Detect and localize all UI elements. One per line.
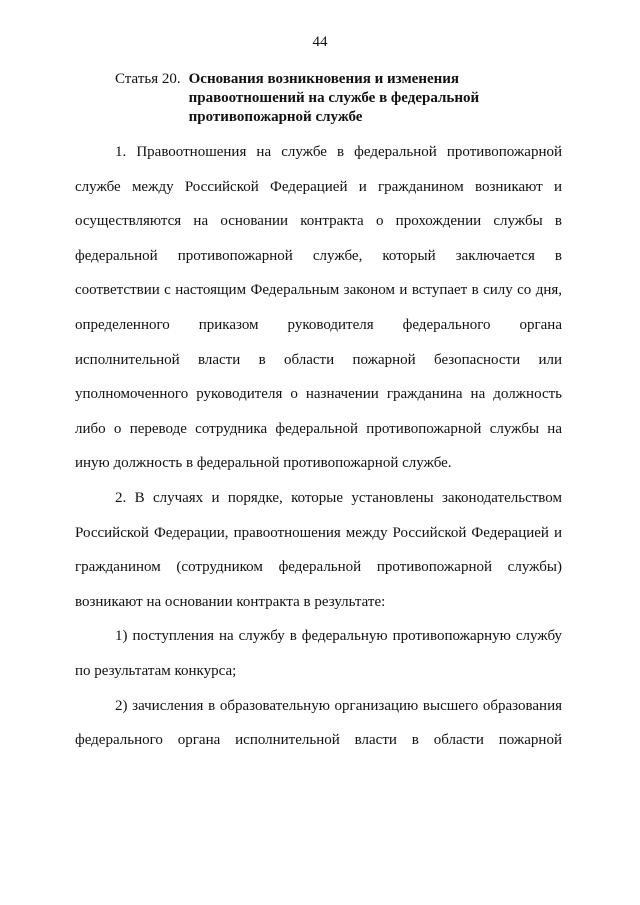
text-line: осуществляются на основании контракта о прохождении службы в <box>75 213 562 230</box>
text-line: исполнительной власти в области пожарной безопасности или <box>75 351 562 368</box>
text-line: иную должность в федеральной противопожарной службе. <box>75 455 452 472</box>
article-title <box>189 70 480 127</box>
article-label: Статья 20. <box>115 71 181 87</box>
text-line: 2) зачисления в образовательную организацию высшего образования <box>115 697 562 714</box>
body-text <box>75 141 562 764</box>
text-line: службе между Российской Федерацией и гражданином возникают и <box>75 178 562 195</box>
text-line: Российской Федерации, правоотношения между Российской Федерацией и <box>75 524 562 541</box>
text-line: федерального органа исполнительной власти в области пожарной <box>75 732 562 749</box>
text-line: 1) поступления на службу в федеральную противопожарную службу <box>115 628 562 645</box>
text-line: уполномоченного руководителя о назначении гражданина на должность <box>75 386 562 403</box>
text-line: соответствии с настоящим Федеральным законом и вступает в силу со дня, <box>75 282 562 299</box>
text-line: по результатам конкурса; <box>75 662 237 679</box>
text-line: федеральной противопожарной службе, который заключается в <box>75 247 562 264</box>
article-title-line: Основания возникновения и изменения <box>188 71 460 87</box>
text-line: гражданином (сотрудником федеральной противопожарной службы) <box>75 559 562 576</box>
article-title-line: противопожарной службе <box>188 109 363 125</box>
text-line: 2. В случаях и порядке, которые установлены законодательством <box>115 489 562 506</box>
text-line: возникают на основании контракта в результате: <box>75 593 386 610</box>
text-line: 1. Правоотношения на службе в федеральной противопожарной <box>115 144 562 160</box>
text-line: определенного приказом руководителя федерального органа <box>75 316 562 333</box>
page-number: 44 <box>312 34 328 50</box>
article-title-line: правоотношений на службе в федеральной <box>188 90 480 106</box>
article-heading <box>115 70 565 127</box>
text-line: либо о переводе сотрудника федеральной противопожарной службы на <box>75 420 562 437</box>
